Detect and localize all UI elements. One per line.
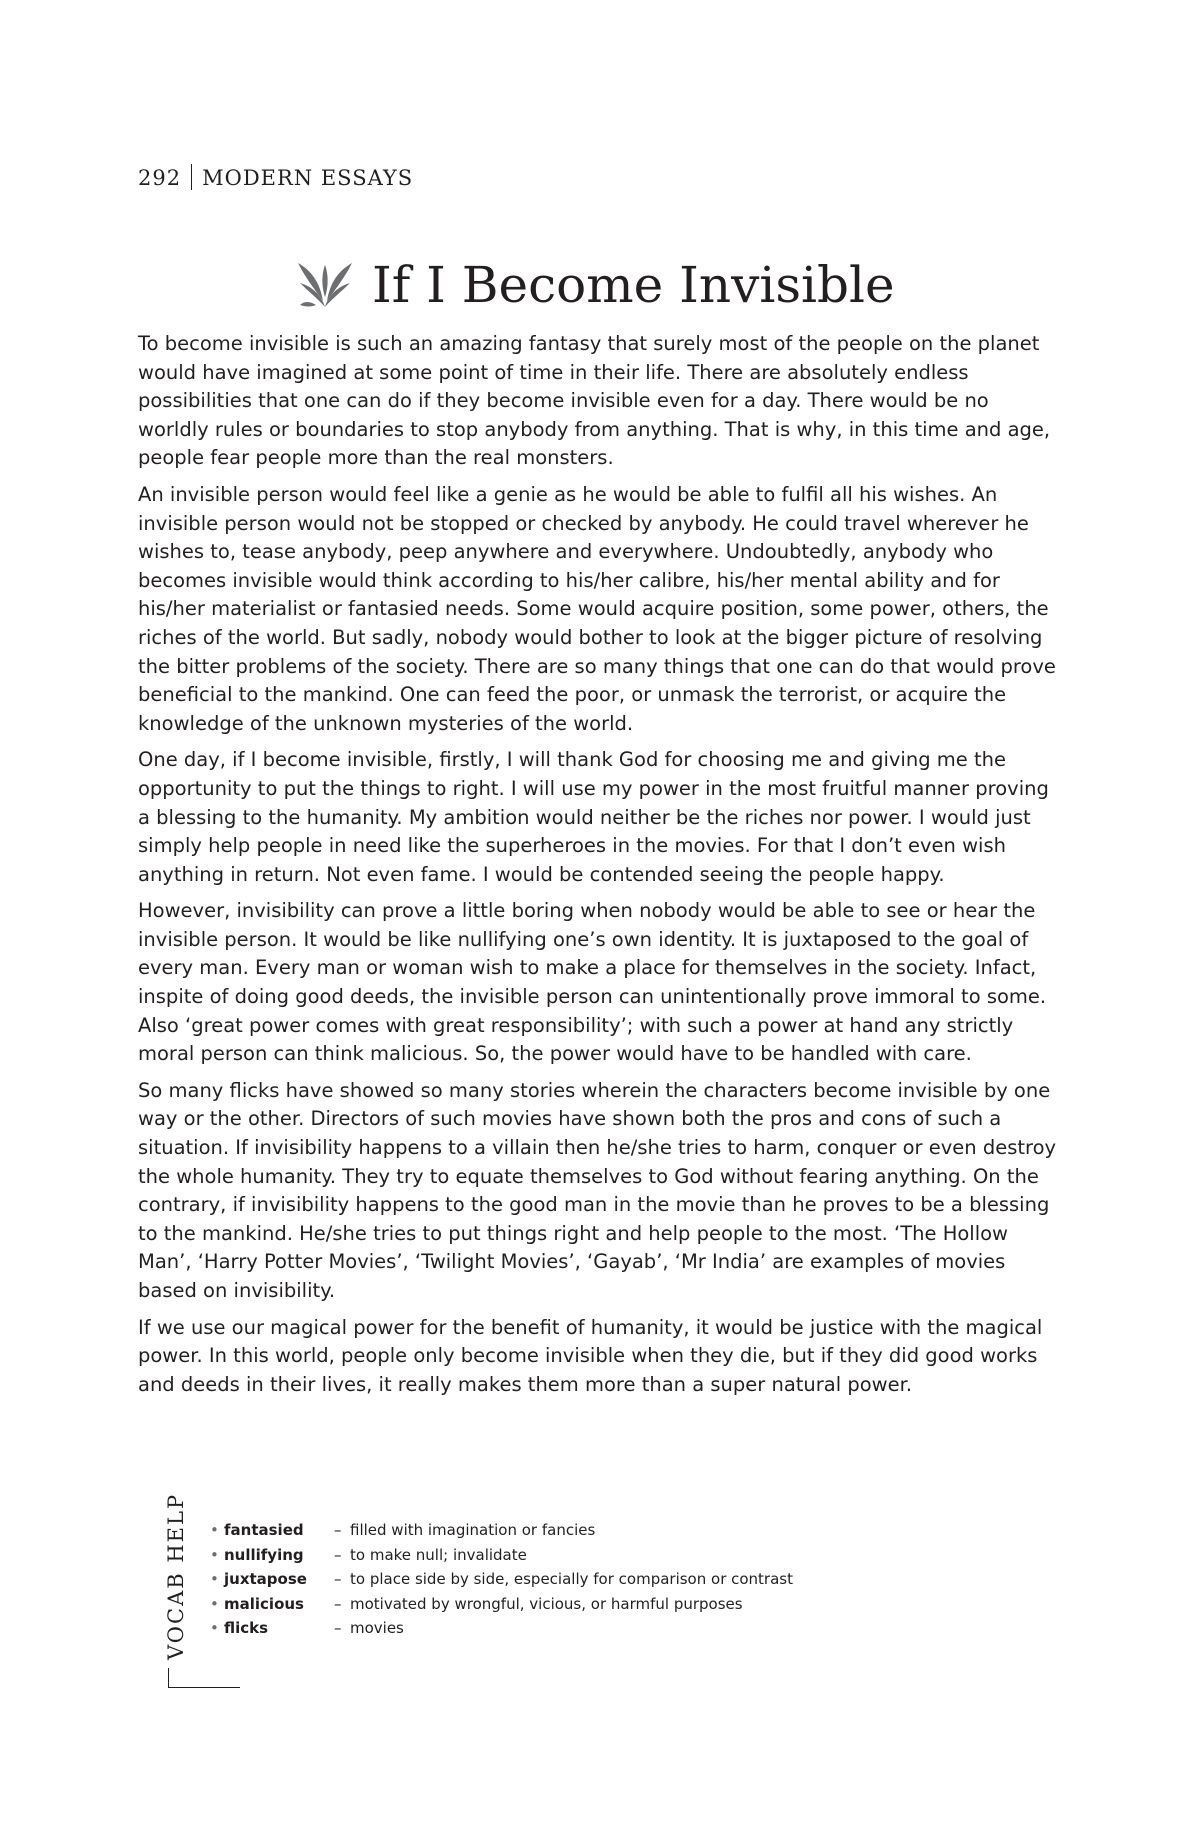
- vocab-dash: –: [334, 1521, 342, 1539]
- bullet-icon: •: [210, 1594, 219, 1613]
- vocab-item: [210, 1616, 793, 1641]
- vocab-dash: –: [334, 1545, 342, 1564]
- bullet-icon: •: [210, 1619, 219, 1637]
- leaf-icon: [296, 261, 354, 309]
- essay-title: If I Become Invisible: [372, 256, 895, 314]
- header-divider: [191, 164, 192, 190]
- bullet-icon: •: [210, 1570, 219, 1588]
- vocab-list: [210, 1518, 793, 1641]
- vocab-definition: to place side by side, especially for comparison or contrast: [350, 1570, 793, 1588]
- vocab-rule-vertical: [168, 1668, 169, 1688]
- page-number: 292: [138, 166, 182, 190]
- vocab-rule-horizontal: [168, 1687, 240, 1688]
- vocab-definition: filled with imagination or fancies: [350, 1521, 596, 1539]
- paragraph: However, invisibility can prove a little boring when nobody would be able to see or hear the invisible person. It would be like nullifying one’s own identity. It is juxtaposed to the goal of every man. Every man or woman wish to make a place for themselves in the society. Infact, inspite of doing good deeds, the invisible person can unintentionally prove immoral to some. Also ‘great power comes with great responsibility’; with such a power at hand any strictly moral person can think malicious. So, the power would have to be handled with care.: [138, 899, 1047, 1066]
- vocab-help-box: [164, 1492, 1050, 1675]
- paragraph: So many flicks have showed so many stories wherein the characters become invisible by one way or the other. Directors of such movies have shown both the pros and cons of such a situation. If invisibility happens to a villain then he/she tries to harm, conquer or even destroy the whole humanity. They try to equate themselves to God without fearing anything. On the contrary, if invisibility happens to the good man in the movie than he proves to be a blessing to the mankind. He/she tries to put things right and help people to the most. ‘The Hollow Man’, ‘Harry Potter Movies’, ‘Twilight Movies’, ‘Gayab’, ‘Mr India’ are examples of movies based on invisibility.: [138, 1078, 1057, 1302]
- vocab-item: [210, 1518, 793, 1543]
- vocab-definition: movies: [350, 1619, 404, 1637]
- bullet-icon: •: [210, 1521, 219, 1539]
- running-head: [138, 164, 413, 190]
- vocab-term: flicks: [224, 1619, 269, 1637]
- vocab-term: nullifying: [224, 1545, 304, 1564]
- book-title: MODERN ESSAYS: [202, 166, 414, 190]
- essay-heading: [296, 250, 895, 320]
- essay-body: [138, 330, 1058, 1407]
- vocab-dash: –: [334, 1570, 342, 1588]
- paragraph: An invisible person would feel like a genie as he would be able to fulfil all his wishes. An invisible person would not be stopped or checked by anybody. He could travel wherever he wishes to, tease anybody, peep anywhere and everywhere. Undoubtedly, anybody who becomes invisible would think according to his/her calibre, his/her mental ability and for his/her materialist or fantasied needs. Some would acquire position, some power, others, the riches of the world. But sadly, nobody would bother to look at the bigger picture of resolving the bitter problems of the society. There are so many things that one can do that would prove beneficial to the mankind. One can feed the poor, or unmask the terrorist, or acquire the knowledge of the unknown mysteries of the world.: [138, 482, 1056, 735]
- vocab-term: malicious: [224, 1594, 304, 1613]
- vocab-item: [210, 1567, 793, 1592]
- vocab-term: fantasied: [224, 1521, 304, 1539]
- vocab-item: [210, 1592, 793, 1617]
- paragraph: To become invisible is such an amazing fantasy that surely most of the people on the planet would have imagined at some point of time in their life. There are absolutely endless possibilities that one can do if they become invisible even for a day. There would be no worldly rules or boundaries to stop anybody from anything. That is why, in this time and age, people fear people more than the real monsters.: [138, 332, 1051, 470]
- bullet-icon: •: [210, 1545, 219, 1564]
- vocab-definition: to make null; invalidate: [350, 1545, 527, 1564]
- vocab-dash: –: [334, 1619, 342, 1637]
- vocab-help-label: VOCAB HELP: [164, 1492, 188, 1660]
- vocab-term: juxtapose: [224, 1570, 307, 1588]
- vocab-item: [210, 1543, 793, 1568]
- paragraph: If we use our magical power for the benefit of humanity, it would be justice with the magical power. In this world, people only become invisible when they die, but if they did good works and deeds in their lives, it really makes them more than a super natural power.: [138, 1315, 1043, 1396]
- vocab-dash: –: [334, 1594, 342, 1613]
- vocab-definition: motivated by wrongful, vicious, or harmful purposes: [350, 1594, 743, 1613]
- paragraph: One day, if I become invisible, firstly, I will thank God for choosing me and giving me the opportunity to put the things to right. I will use my power in the most fruitful manner proving a blessing to the humanity. My ambition would neither be the riches nor power. I would just simply help people in need like the superheroes in the movies. For that I don’t even wish anything in return. Not even fame. I would be contended seeing the people happy.: [138, 748, 1049, 886]
